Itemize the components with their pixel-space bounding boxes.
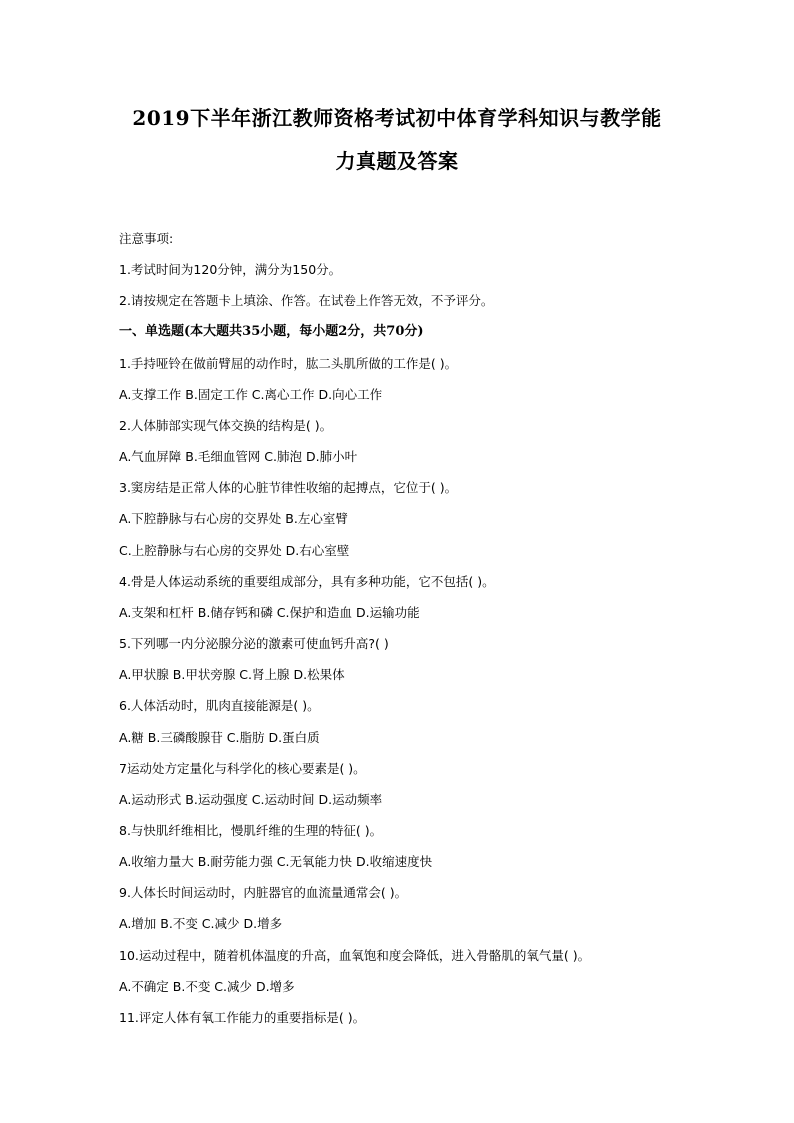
- question-options: C.上腔静脉与右心房的交界处 D.右心室壁: [119, 542, 350, 558]
- question-stem: 5.下列哪一内分泌腺分泌的激素可使血钙升高?( ): [119, 636, 389, 652]
- question-options: A.支架和杠杆 B.储存钙和磷 C.保护和造血 D.运输功能: [119, 604, 420, 620]
- question-stem: 11.评定人体有氧工作能力的重要指标是( )。: [119, 1009, 366, 1025]
- question-stem: 3.窦房结是正常人体的心脏节律性收缩的起搏点，它位于( )。: [119, 480, 458, 496]
- question-options: A.运动形式 B.运动强度 C.运动时间 D.运动频率: [119, 791, 383, 807]
- question-stem: 2.人体肺部实现气体交换的结构是( )。: [119, 417, 333, 433]
- question-stem: 1.手持哑铃在做前臂屈的动作时，肱二头肌所做的工作是( )。: [119, 355, 458, 371]
- question-options: A.糖 B.三磷酸腺苷 C.脂肪 D.蛋白质: [119, 729, 320, 745]
- notice-heading: 注意事项:: [119, 231, 174, 246]
- question-options: A.下腔静脉与右心房的交界处 B.左心室臂: [119, 511, 348, 527]
- document-body: [119, 229, 679, 1039]
- question-options: A.支撑工作 B.固定工作 C.离心工作 D.向心工作: [119, 386, 383, 402]
- notice-item: 2.请按规定在答题卡上填涂、作答。在试卷上作答无效，不予评分。: [119, 293, 494, 309]
- section-heading: 一、单选题(本大题共35小题，每小题2分，共70分): [119, 324, 424, 340]
- document-title-line-2: 力真题及答案: [335, 149, 459, 173]
- question-options: A.收缩力量大 B.耐劳能力强 C.无氧能力快 D.收缩速度快: [119, 854, 433, 870]
- question-stem: 4.骨是人体运动系统的重要组成部分，具有多种功能，它不包括( )。: [119, 573, 495, 589]
- question-stem: 9.人体长时间运动时，内脏器官的血流量通常会( )。: [119, 885, 408, 901]
- question-options: A.气血屏障 B.毛细血管网 C.肺泡 D.肺小叶: [119, 449, 358, 465]
- question-stem: 8.与快肌纤维相比，慢肌纤维的生理的特征( )。: [119, 822, 383, 838]
- question-stem: 7运动处方定量化与科学化的核心要素是( )。: [119, 760, 366, 776]
- question-options: A.增加 B.不变 C.减少 D.增多: [119, 916, 283, 932]
- question-options: A.不确定 B.不变 C.减少 D.增多: [119, 978, 295, 994]
- document-title-line-1: 2019下半年浙江教师资格考试初中体育学科知识与教学能: [132, 106, 662, 130]
- question-stem: 6.人体活动时，肌肉直接能源是( )。: [119, 698, 320, 714]
- notice-item: 1.考试时间为120分钟，满分为150分。: [119, 262, 342, 278]
- question-options: A.甲状腺 B.甲状旁腺 C.肾上腺 D.松果体: [119, 667, 345, 683]
- question-stem: 10.运动过程中，随着机体温度的升高，血氧饱和度会降低，进入骨骼肌的氧气量( )。: [119, 947, 591, 963]
